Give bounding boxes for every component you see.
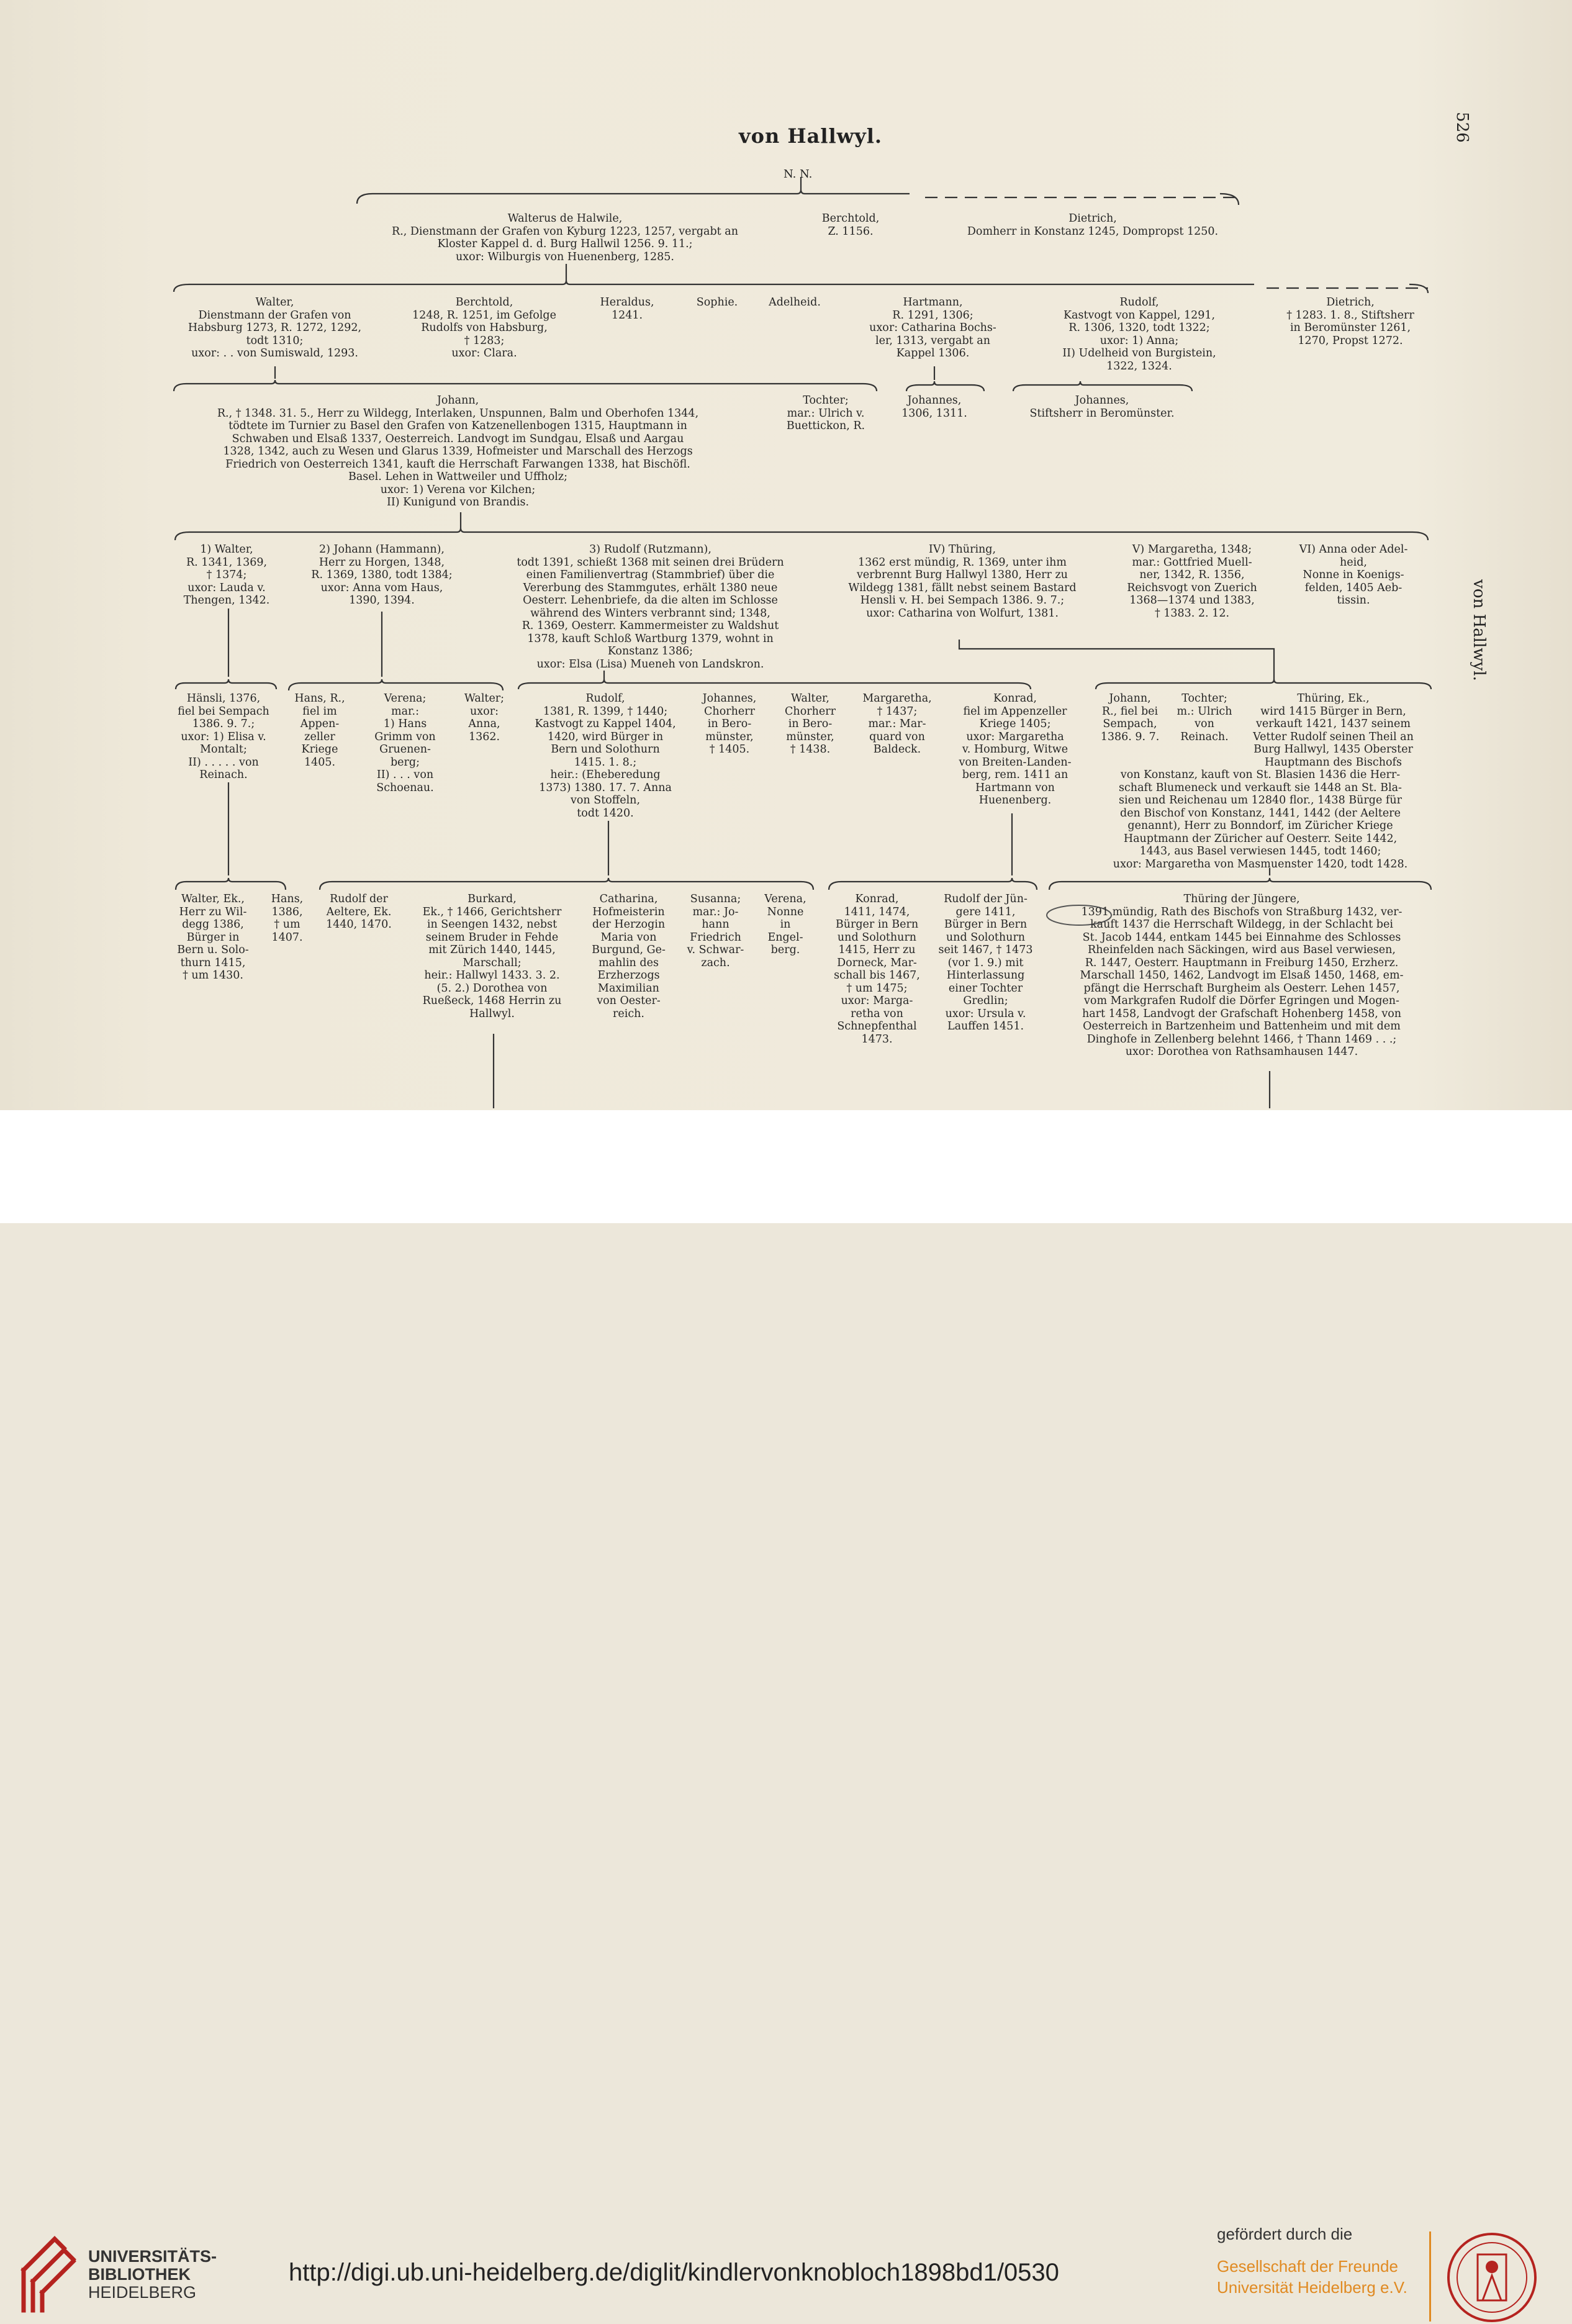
entry-catharina: Catharina, Hofmeisterin der Herzogin Maria von Burgund, Ge- mahlin des Erzherzogs Maximilian von Oester- reich. bbox=[592, 893, 666, 1020]
entry-haensli: Hänsli, 1376, fiel bei Sempach 1386. 9. 7.; uxor: 1) Elisa v. Montalt; II) . . . . . von Reinach. bbox=[178, 692, 269, 781]
entry-anna-6: VI) Anna oder Adel- heid, Nonne in Koenigs- felden, 1405 Aeb- tissin. bbox=[1299, 543, 1408, 607]
entry-rudolf-3: 3) Rudolf (Rutzmann), todt 1391, schießt 1368 mit seinen drei Brüdern einen Familienvertrag (Stammbrief) über die Vererbung des Stammgutes, erhält 1380 neue Oesterr. Lehenbriefe, da die alten im Schlosse während des Winters verbrannt sind; 1348, R. 1369, Oesterr. Kammermeister zu Waldshut 1378, kauft Schloß Wartburg 1379, wohnt in Konstanz 1386; uxor: Elsa (Lisa) Mueneh von Landskron. bbox=[517, 543, 784, 671]
entry-dietrich-stiftsherr: Dietrich, † 1283. 1. 8., Stiftsherr in Beromünster 1261, 1270, Propst 1272. bbox=[1286, 296, 1414, 347]
entry-johann-sempach: Johann, R., fiel bei Sempach, 1386. 9. 7. bbox=[1100, 692, 1160, 743]
entry-walter-1: 1) Walter, R. 1341, 1369, † 1374; uxor: Lauda v. Thengen, 1342. bbox=[183, 543, 270, 607]
entry-tochter-reinach: Tochter; m.: Ulrich von Reinach. bbox=[1177, 692, 1232, 743]
entry-hartmann: Hartmann, R. 1291, 1306; uxor: Catharina Bochs- ler, 1313, vergabt an Kappel 1306. bbox=[869, 296, 996, 359]
entry-susanna: Susanna; mar.: Jo- hann Friedrich v. Schwar- zach. bbox=[687, 893, 744, 969]
entry-heraldus: Heraldus, 1241. bbox=[600, 296, 654, 322]
entry-konrad-gen6: Konrad, 1411, 1474, Bürger in Bern und Solothurn 1415, Herr zu Dorneck, Mar- schall bis 1467, † um 1475; uxor: Marga- retha von Schnepfenthal 1473. bbox=[834, 893, 920, 1046]
library-name-line1: UNIVERSITÄTS- bbox=[88, 2247, 217, 2266]
scanned-page bbox=[0, 0, 1572, 1110]
entry-hans-appenzeller: Hans, R., fiel im Appen- zeller Kriege 1405. bbox=[294, 692, 345, 769]
page-title: von Hallwyl. bbox=[739, 124, 883, 148]
entry-rudolf-gen5: Rudolf, 1381, R. 1399, † 1440; Kastvogt zu Kappel 1404, 1420, wird Bürger in Bern und Solothurn 1415. 1. 8.; heir.: (Eheberedung 1373) 1380. 17. 7. Anna von Stoffeln, todt 1420. bbox=[535, 692, 676, 820]
entry-thuering-juengere: Thüring der Jüngere, 1391 mündig, Rath des Bischofs von Straßburg 1432, ver- kauft 1437 die Herrschaft Wildegg, in der Schlacht bei St. Jacob 1444, entkam 1445 bei Einnahme des Schlosses Rheinfelden nach Säckingen, wird aus Basel verwiesen, R. 1447, Oesterr. Hauptmann in Freiburg 1450, Erzherz. Marschall 1450, 1462, Landvogt im Elsaß 1450, 1468, em- pfängt die Herrschaft Burgheim als Oesterr. Lehen 1457, vom Markgrafen Rudolf die Dörfer Egringen und Mogen- hart 1458, Landvogt der Grafschaft Hohenberg 1458, von Oesterreich in Bartzenheim und Battenheim und mit dem Dinghofe in Zellenberg belehnt 1466, † Thann 1469 . . .; uxor: Dorothea von Rathsamhausen 1447. bbox=[1080, 893, 1404, 1058]
entry-rudolf-juengere: Rudolf der Jün- gere 1411, Bürger in Bern und Solothurn seit 1467, † 1473 (vor 1. 9.) mit Hinterlassung einer Tochter Gredlin; uxor: Ursula v. Lauffen 1451. bbox=[938, 893, 1033, 1033]
footer-bar bbox=[0, 1110, 1572, 2302]
entry-johannes-chorherr: Johannes, Chorherr in Bero- münster, † 1405. bbox=[702, 692, 757, 756]
entry-johannes-1306: Johannes, 1306, 1311. bbox=[901, 394, 967, 420]
entry-rudolf-kastvogt: Rudolf, Kastvogt von Kappel, 1291, R. 1306, 1320, todt 1322; uxor: 1) Anna; II) Udelheid von Burgistein, 1322, 1324. bbox=[1062, 296, 1216, 373]
entry-dietrich-domherr: Dietrich, Domherr in Konstanz 1245, Dompropst 1250. bbox=[967, 212, 1219, 238]
entry-verena-gen5: Verena; mar.: 1) Hans Grimm von Gruenen- berg; II) . . . von Schoenau. bbox=[374, 692, 436, 794]
entry-johann-2: 2) Johann (Hammann), Herr zu Horgen, 1348, R. 1369, 1380, todt 1384; uxor: Anna vom Haus, 1390, 1394. bbox=[311, 543, 453, 607]
entry-margaretha-gen5: Margaretha, † 1437; mar.: Mar- quard von Baldeck. bbox=[862, 692, 932, 756]
source-url-link[interactable]: http://digi.ub.uni-heidelberg.de/diglit/kindlervonknobloch1898bd1/0530 bbox=[289, 2259, 1059, 2286]
funded-by-label: gefördert durch die bbox=[1217, 2225, 1353, 2243]
entry-walter-chorherr: Walter, Chorherr in Bero- münster, † 1438. bbox=[785, 692, 836, 756]
entry-tochter-buettickon: Tochter; mar.: Ulrich v. Buettickon, R. bbox=[786, 394, 865, 432]
entry-walter-gen2: Walter, Dienstmann der Grafen von Habsburg 1273, R. 1272, 1292, todt 1310; uxor: . . von Sumiswald, 1293. bbox=[187, 296, 362, 359]
entry-walter-wildegg: Walter, Ek., Herr zu Wil- degg 1386, Bürger in Bern u. Solo- thurn 1415, † um 1430. bbox=[177, 893, 249, 982]
entry-konrad-gen5: Konrad, fiel im Appenzeller Kriege 1405; uxor: Margaretha v. Homburg, Witwe von Breiten-Landen- berg, rem. 1411 an Hartmann von Huenenberg. bbox=[959, 692, 1072, 807]
entry-rudolf-aeltere: Rudolf der Aeltere, Ek. 1440, 1470. bbox=[326, 893, 392, 931]
entry-thuering-4: IV) Thüring, 1362 erst mündig, R. 1369, unter ihm verbrennt Burg Hallwyl 1380, Herr zu Wildegg 1381, fällt nebst seinem Bastard Hensli v. H. bei Sempach 1386. 9. 7.; uxor: Catharina von Wolfurt, 1381. bbox=[848, 543, 1077, 620]
entry-walterus: Walterus de Halwile, R., Dienstmann der Grafen von Kyburg 1223, 1257, vergabt an Kloster Kappel d. d. Burg Hallwil 1256. 9. 11.; uxor: Wilburgis von Huenenberg, 1285. bbox=[392, 212, 738, 263]
entry-adelheid: Adelheid. bbox=[769, 296, 821, 309]
entry-walter-gen5: Walter; uxor: Anna, 1362. bbox=[464, 692, 505, 743]
entry-johann-gen3: Johann, R., † 1348. 31. 5., Herr zu Wildegg, Interlaken, Unspunnen, Balm und Oberhofen 1344, tödtete im Turnier zu Basel den Grafen von Katzenellenbogen 1315, Hauptmann in Schwaben und Elsaß 1337, Oesterreich. Landvogt im Sundgau, Elsaß und Aargau 1328, 1342, auch zu Wesen und Glarus 1339, Hofmeister und Marschall des Herzogs Friedrich von Oesterreich 1341, kauft die Herrschaft Farwangen 1338, hat Bischöfl. Basel. Lehen in Wattweiler und Uffholz; uxor: 1) Verena vor Kilchen; II) Kunigund von Brandis. bbox=[217, 394, 699, 509]
library-name-line3: HEIDELBERG bbox=[88, 2283, 197, 2302]
society-name-line2: Universität Heidelberg e.V. bbox=[1217, 2278, 1407, 2297]
library-logo-icon bbox=[17, 2233, 86, 2313]
entry-margaretha-5: V) Margaretha, 1348; mar.: Gottfried Muell- ner, 1342, R. 1356, Reichsvogt von Zuerich 1368—1374 und 1383, † 1383. 2. 12. bbox=[1127, 543, 1257, 620]
entry-berchtold-1156: Berchtold, Z. 1156. bbox=[821, 212, 880, 238]
entry-berchtold-gen2: Berchtold, 1248, R. 1251, im Gefolge Rudolfs von Habsburg, † 1283; uxor: Clara. bbox=[412, 296, 556, 359]
entry-thuering-ek-continued: von Konstanz, kauft von St. Blasien 1436 die Herr- schaft Blumeneck und verkauft sie 1448 an St. Bla- sien und Reichenau um 12840 flor., 1438 Bürge für den Bischof von Konstanz, 1441, 1442 (der Aeltere genannt), Herr zu Bonndorf, im Züricher Kriege Hauptmann der Züricher auf Oesterr. Seite 1442, 1443, aus Basel verwiesen 1445, todt 1460; uxor: Margaretha von Masmuenster 1420, todt 1428. bbox=[1113, 769, 1408, 870]
entry-verena-nonne: Verena, Nonne in Engel- berg. bbox=[764, 893, 806, 956]
society-name-line1: Gesellschaft der Freunde bbox=[1217, 2257, 1398, 2276]
library-name bbox=[88, 2248, 217, 2302]
entry-johannes-stiftsherr: Johannes, Stiftsherr in Beromünster. bbox=[1029, 394, 1175, 420]
entry-sophie: Sophie. bbox=[696, 296, 738, 309]
side-running-title: von Hallwyl. bbox=[1469, 579, 1488, 681]
society-name bbox=[1217, 2256, 1407, 2298]
footer-divider bbox=[1429, 2231, 1431, 2322]
university-seal-icon bbox=[1445, 2231, 1538, 2324]
root-ancestor: N. N. bbox=[784, 168, 813, 181]
entry-thuering-ek: Thüring, Ek., wird 1415 Bürger in Bern, verkauft 1421, 1437 seinem Vetter Rudolf seinen Theil an Burg Hallwyl, 1435 Oberster Hauptmann des Bischofs bbox=[1253, 692, 1414, 769]
library-name-line2: BIBLIOTHEK bbox=[88, 2265, 191, 2284]
entry-hans-1386: Hans, 1386, † um 1407. bbox=[271, 893, 304, 944]
entry-burkard: Burkard, Ek., † 1466, Gerichtsherr in Seengen 1432, nebst seinem Bruder in Fehde mit Zürich 1440, 1445, Marschall; heir.: Hallwyl 1433. 3. 2. (5. 2.) Dorothea von Rueßeck, 1468 Herrin zu Hallwyl. bbox=[422, 893, 562, 1020]
page-number: 526 bbox=[1452, 112, 1471, 143]
